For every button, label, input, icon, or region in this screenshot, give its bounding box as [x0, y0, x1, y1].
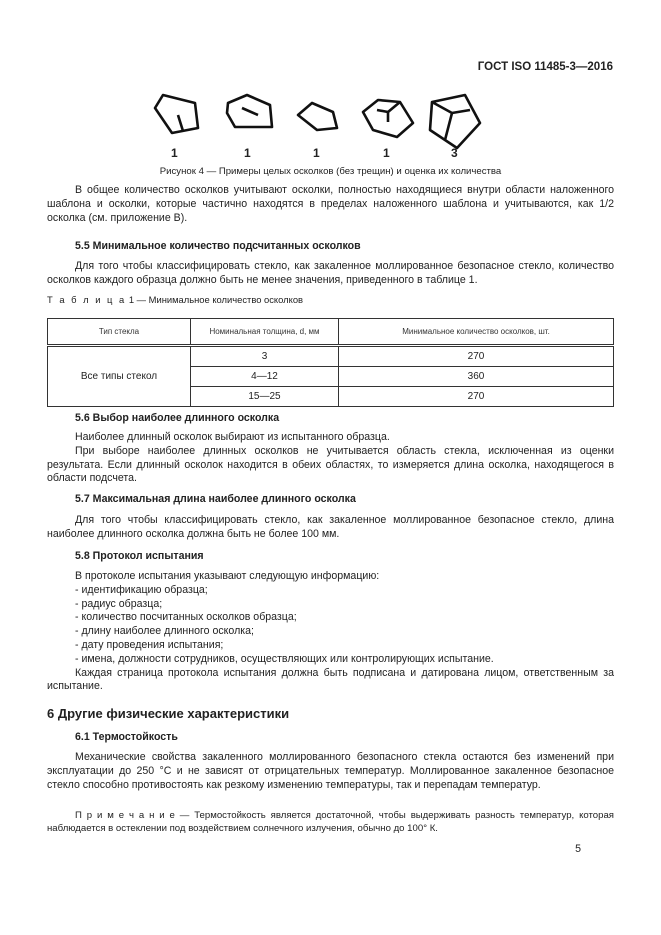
section-heading: 5.7 Максимальная длина наиболее длинного осколка	[75, 493, 356, 505]
chapter-heading: 6 Другие физические характеристики	[47, 706, 290, 721]
column-header: Минимальное количество осколков, шт.	[339, 319, 614, 346]
paragraph	[47, 184, 614, 225]
table-row	[48, 346, 614, 367]
table-title: 1 — Минимальное количество осколков	[128, 294, 304, 305]
list-item: - длину наиболее длинного осколка;	[75, 625, 254, 638]
paragraph-text: При выборе наиболее длинных осколков не учитывается область стекла, исключенная из оценки результата. Если длинный осколок находится в обеих областях, то измеряется длина осколка, находящегося в области подсчета.	[47, 444, 614, 485]
table-cell: 3	[191, 346, 339, 367]
min-fragments-table	[47, 318, 614, 407]
paragraph-text: Для того чтобы классифицировать стекло, как закаленное моллированное безопасное стекло, количество осколков каждого образца должно быть не менее значения, приведенного в таблице 1.	[47, 260, 614, 286]
table-cell: 360	[339, 367, 614, 387]
table-cell: Все типы стекол	[48, 346, 191, 407]
document-header: ГОСТ ISO 11485-3—2016	[477, 61, 613, 73]
fragment-count: 1	[244, 146, 251, 160]
list-item: - дату проведения испытания;	[75, 638, 224, 651]
table-cell: 15—25	[191, 387, 339, 407]
table-caption	[47, 294, 303, 305]
table-cell: 270	[339, 387, 614, 407]
fragment-count: 1	[171, 146, 178, 160]
fragment-5	[430, 95, 480, 148]
paragraph-text: Каждая страница протокола испытания должна быть подписана и датирована лицом, ответственным за испытание.	[47, 666, 614, 693]
page-number: 5	[575, 843, 581, 855]
fragment-1	[155, 95, 198, 133]
paragraph-text: В протоколе испытания указывают следующую информацию:	[75, 570, 380, 582]
paragraph	[47, 431, 614, 486]
note	[47, 809, 614, 835]
section-heading: 5.6 Выбор наиболее длинного осколка	[75, 412, 280, 424]
fragment-3	[298, 103, 337, 130]
section-heading: 6.1 Термостойкость	[75, 731, 178, 743]
table-cell: 270	[339, 346, 614, 367]
column-header: Номинальная толщина, d, мм	[191, 319, 339, 346]
column-header: Тип стекла	[48, 319, 191, 346]
figure-caption: Рисунок 4 — Примеры целых осколков (без трещин) и оценка их количества	[159, 166, 502, 177]
section-heading: 5.8 Протокол испытания	[75, 550, 204, 562]
list-item: - идентификацию образца;	[75, 583, 208, 596]
paragraph	[47, 514, 614, 542]
fragment-count: 1	[383, 146, 390, 160]
paragraph	[47, 260, 614, 288]
paragraph-text: В общее количество осколков учитывают осколки, полностью находящиеся внутри области наложенного шаблона и осколки, которые частично находятся в пределах наложенного шаблона и учитываются, как 1/2 осколка (см. приложение В).	[47, 184, 614, 224]
section-heading: 5.5 Минимальное количество подсчитанных осколков	[75, 240, 361, 252]
protocol-list	[47, 570, 614, 694]
table-label: Т а б л и ц а	[47, 294, 127, 305]
fragment-count: 1	[313, 146, 320, 160]
note-text: — Термостойкость является достаточной, чтобы выдерживать разность температур, которая наблюдается в остеклении под воздействием солнечного излучения, обычно до 100° К.	[47, 810, 615, 834]
figure-fragments	[0, 0, 661, 160]
table-cell: 4—12	[191, 367, 339, 387]
fragment-count: 3	[451, 146, 458, 160]
paragraph-text: Механические свойства закаленного моллированного безопасного стекла остаются без изменений при эксплуатации до 250 °С и не зависят от отрицательных температур. Моллированное закаленное безопасное стекло способно противостоять как резкому изменению температуры, так и перепадам температур.	[47, 751, 614, 791]
fragment-4	[363, 100, 413, 137]
list-item: - количество посчитанных осколков образца;	[75, 611, 297, 624]
fragment-2	[227, 95, 272, 127]
note-label: П р и м е ч а н и е	[75, 810, 175, 821]
paragraph-text: Наиболее длинный осколок выбирают из испытанного образца.	[75, 431, 390, 443]
paragraph-text: Для того чтобы классифицировать стекло, как закаленное моллированное безопасное стекло, длина наиболее длинного осколка должна быть не более 100 мм.	[47, 514, 614, 540]
list-item: - имена, должности сотрудников, осуществляющих или контролирующих испытание.	[75, 652, 494, 665]
paragraph	[47, 751, 614, 792]
list-item: - радиус образца;	[75, 597, 163, 610]
